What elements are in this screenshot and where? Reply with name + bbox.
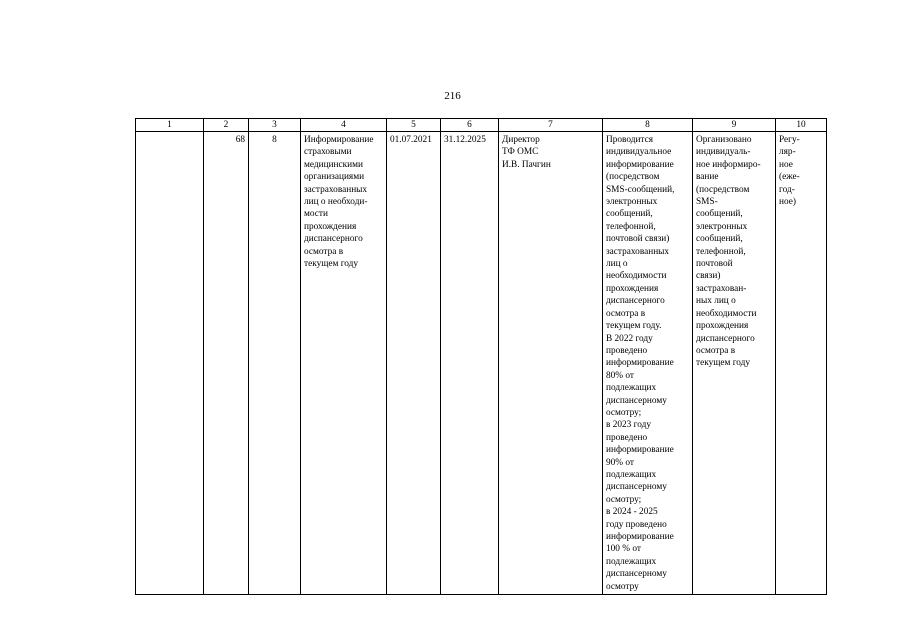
cell-line: проведено	[606, 345, 648, 356]
cell-line: лиц о необходи-	[304, 197, 368, 208]
page-number: 216	[444, 90, 461, 102]
cell-line: В 2022 году	[606, 333, 653, 344]
measures-table	[135, 118, 827, 595]
header-cell: 10	[776, 119, 827, 132]
cell-line: информирование	[606, 445, 674, 456]
header-cell: 2	[204, 119, 249, 132]
cell-line: сообщений,	[696, 234, 743, 245]
cell-line: связи)	[696, 271, 721, 282]
cell-line: осмотру;	[606, 494, 642, 505]
cell-line: текущем году	[696, 358, 751, 369]
cell-line: осмотру	[606, 581, 639, 592]
cell-line: вание	[696, 172, 719, 183]
cell-col4	[301, 132, 387, 595]
cell-line: 80% от	[606, 370, 634, 381]
header-cell: 7	[499, 119, 603, 132]
cell-line: электронных	[606, 197, 658, 208]
cell-line: диспансерного	[696, 333, 755, 344]
cell-line: организациями	[304, 172, 365, 183]
header-cell: 5	[387, 119, 441, 132]
cell-line: 90% от	[606, 457, 634, 468]
cell-line: застрахован-	[696, 283, 747, 294]
cell-line: почтовой	[696, 259, 733, 270]
cell-line: диспансерному	[606, 482, 667, 493]
cell-line: (посредством	[606, 172, 660, 183]
cell-line: информирование	[606, 358, 674, 369]
cell-line: сообщений,	[696, 209, 743, 220]
cell-line: (еже-	[779, 172, 800, 183]
cell-line: застрахованных	[304, 184, 368, 195]
cell-line: ных лиц о	[696, 296, 736, 307]
table-row	[136, 132, 827, 595]
cell-line: И.В. Пачгин	[502, 159, 551, 170]
cell-line: текущем году.	[606, 321, 662, 332]
cell-line: SMS-	[696, 197, 718, 208]
cell-line: подлежащих	[606, 383, 657, 394]
cell-line: индивидуальное	[606, 147, 672, 158]
cell-line: SMS-сообщений,	[606, 184, 675, 195]
cell-line: необходимости	[606, 271, 667, 282]
cell-line: почтовой связи)	[606, 234, 670, 245]
cell-line: необходимости	[696, 308, 757, 319]
header-cell: 8	[603, 119, 693, 132]
cell-col10	[776, 132, 827, 595]
cell-col1	[136, 132, 204, 595]
cell-line: индивидуаль-	[696, 147, 751, 158]
cell-line: страховыми	[304, 147, 352, 158]
cell-line: прохождения	[606, 283, 659, 294]
cell-line: проведено	[606, 432, 648, 443]
cell-line: (посредством	[696, 184, 750, 195]
header-cell: 6	[441, 119, 499, 132]
cell-line: информирование	[606, 532, 674, 542]
cell-line: в 2023 году	[606, 420, 651, 431]
header-cell: 3	[249, 119, 301, 132]
cell-line: год-	[779, 184, 795, 195]
cell-line: застрахованных	[606, 246, 670, 257]
cell-line: диспансерного	[304, 234, 363, 245]
cell-line: информирование	[606, 159, 674, 170]
cell-line: телефонной,	[606, 221, 656, 232]
header-row	[136, 119, 827, 132]
cell-line: Информирование	[304, 135, 374, 145]
cell-col5: 01.07.2021	[387, 132, 441, 595]
cell-line: 100 % от	[606, 544, 641, 555]
cell-line: лиц о	[606, 259, 628, 270]
cell-col7	[499, 132, 603, 595]
header-cell: 9	[693, 119, 776, 132]
cell-line: сообщений,	[606, 209, 653, 220]
cell-line: Директор	[502, 135, 540, 145]
cell-line: диспансерному	[606, 395, 667, 406]
cell-line: мости	[304, 209, 328, 220]
header-cell: 1	[136, 119, 204, 132]
cell-line: Регу-	[779, 135, 800, 145]
cell-line: электронных	[696, 221, 748, 232]
cell-line: ное)	[779, 197, 796, 208]
cell-line: в 2024 - 2025	[606, 507, 658, 518]
cell-line: осмотра в	[696, 345, 736, 356]
header-cell: 4	[301, 119, 387, 132]
cell-line: диспансерного	[606, 296, 665, 307]
cell-line: осмотра в	[304, 246, 344, 257]
cell-col8	[603, 132, 693, 595]
cell-line: Проводится	[606, 135, 654, 145]
cell-col9	[693, 132, 776, 595]
cell-line: текущем году	[304, 259, 359, 270]
cell-line: Организовано	[696, 135, 752, 145]
cell-line: году проведено	[606, 519, 667, 530]
cell-line: осмотру;	[606, 407, 642, 418]
cell-line: ное	[779, 159, 793, 170]
cell-line: прохождения	[304, 221, 357, 232]
cell-line: диспансерному	[606, 569, 667, 580]
cell-line: ное информиро-	[696, 159, 761, 170]
cell-line: подлежащих	[606, 469, 657, 480]
cell-col3: 8	[249, 132, 301, 595]
cell-line: осмотра в	[606, 308, 646, 319]
cell-line: медицинскими	[304, 159, 363, 170]
cell-line: ляр-	[779, 147, 796, 158]
cell-col2: 68	[204, 132, 249, 595]
cell-line: ТФ ОМС	[502, 147, 539, 158]
cell-col6: 31.12.2025	[441, 132, 499, 595]
cell-line: подлежащих	[606, 556, 657, 567]
cell-line: телефонной,	[696, 246, 746, 257]
cell-line: прохождения	[696, 321, 749, 332]
